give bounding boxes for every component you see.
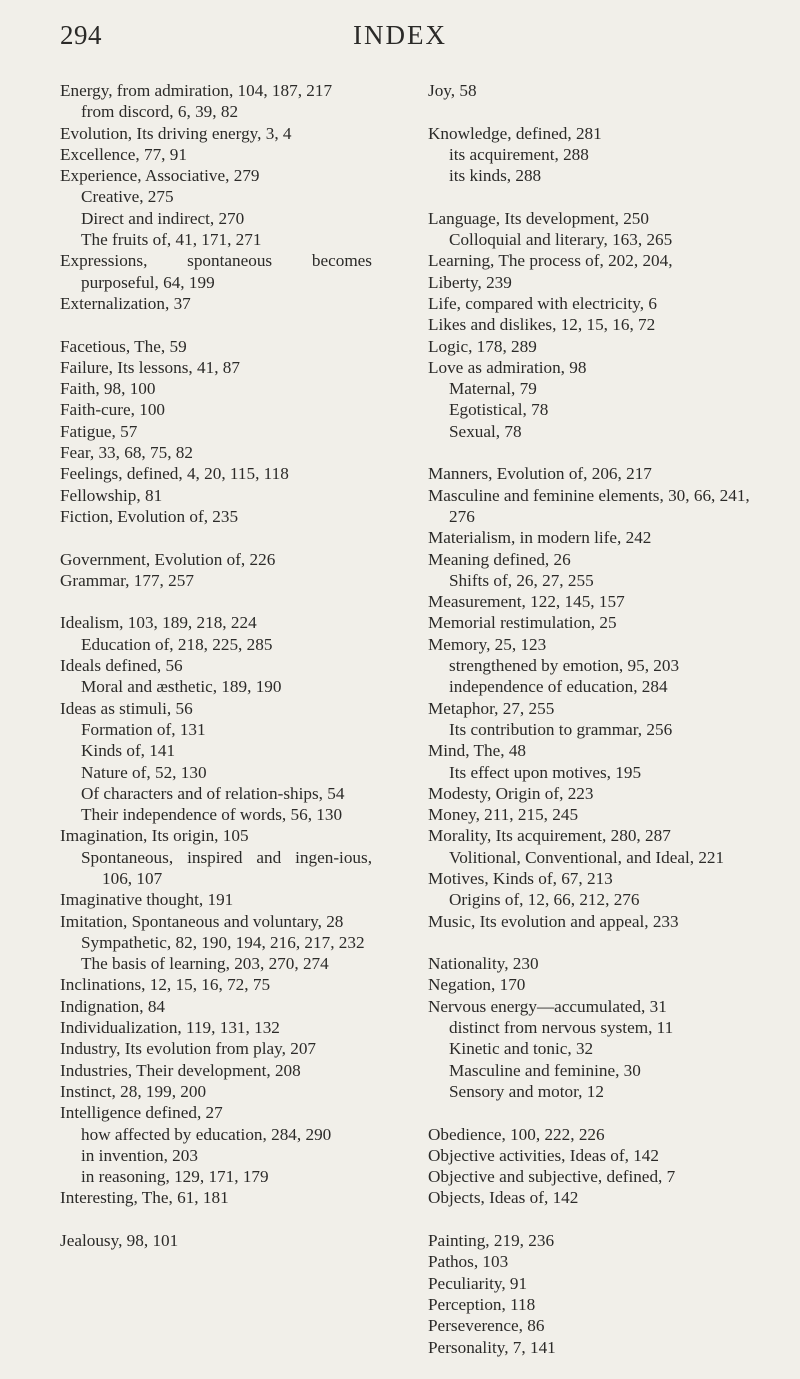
page-title: INDEX: [353, 20, 447, 50]
index-entry: Memory, 25, 123: [428, 634, 547, 654]
index-entry: Modesty, Origin of, 223: [428, 783, 594, 803]
index-entry: Fatigue, 57: [60, 421, 138, 441]
index-entry: Energy, from admiration, 104, 187, 217: [60, 81, 333, 100]
index-subentry: in invention, 203: [81, 1145, 198, 1165]
index-entry: Feelings, defined, 4, 20, 115, 118: [60, 464, 289, 484]
index-entry: Fiction, Evolution of, 235: [60, 506, 239, 526]
index-entry: Faith-cure, 100: [60, 400, 166, 420]
index-subentry: Direct and indirect, 270: [81, 208, 245, 228]
index-entry: Love as admiration, 98: [428, 357, 587, 377]
page-header: [0, 20, 800, 60]
index-entry: Obedience, 100, 222, 226: [428, 1124, 605, 1144]
index-entry: Materialism, in modern life, 242: [428, 528, 652, 548]
index-subentry: Sensory and motor, 12: [449, 1081, 604, 1101]
index-entry: Grammar, 177, 257: [60, 570, 194, 590]
index-subentry: The basis of learning, 203, 270, 274: [81, 954, 329, 974]
index-entry: Facetious, The, 59: [60, 336, 187, 356]
index-entry: Expressions, spontaneous becomes purposeful, 64, 199: [60, 251, 372, 292]
index-entry: Morality, Its acquirement, 280, 287: [428, 826, 671, 846]
index-entry: Mind, The, 48: [428, 741, 527, 761]
index-entry: Painting, 219, 236: [428, 1231, 555, 1251]
index-subentry: how affected by education, 284, 290: [81, 1124, 332, 1144]
index-entry: Life, compared with electricity, 6: [428, 293, 657, 313]
index-entry: Joy, 58: [428, 81, 477, 100]
index-entry: Fear, 33, 68, 75, 82: [60, 443, 193, 463]
index-group: [60, 80, 372, 314]
right-index-column: [428, 80, 758, 1379]
index-entry: Objective activities, Ideas of, 142: [428, 1145, 659, 1165]
index-entry: Likes and dislikes, 12, 15, 16, 72: [428, 315, 656, 335]
index-entry: Perseverence, 86: [428, 1316, 545, 1336]
index-entry: Knowledge, defined, 281: [428, 123, 602, 143]
index-entry: Imaginative thought, 191: [60, 890, 234, 910]
index-entry: Nationality, 230: [428, 954, 539, 974]
index-entry: Measurement, 122, 145, 157: [428, 592, 625, 612]
index-entry: Idealism, 103, 189, 218, 224: [60, 613, 257, 633]
index-entry: Money, 211, 215, 245: [428, 805, 579, 825]
index-entry: Jealousy, 98, 101: [60, 1231, 179, 1251]
index-group: [428, 123, 758, 187]
index-subentry: Volitional, Conventional, and Ideal, 221: [449, 847, 725, 867]
left-index-column: [60, 80, 372, 1273]
index-entry: Learning, The process of, 202, 204,: [428, 251, 673, 271]
index-entry: Masculine and feminine elements, 30, 66, 241, 276: [428, 485, 750, 526]
index-entry: Objective and subjective, defined, 7: [428, 1167, 676, 1187]
index-subentry: Masculine and feminine, 30: [449, 1060, 641, 1080]
index-group: [428, 953, 758, 1102]
index-entry: Intelligence defined, 27: [60, 1103, 223, 1123]
index-group: [428, 463, 758, 932]
index-group: [60, 336, 372, 528]
index-subentry: Its effect upon motives, 195: [449, 762, 642, 782]
index-entry: Personality, 7, 141: [428, 1337, 556, 1357]
index-entry: Government, Evolution of, 226: [60, 549, 276, 569]
index-subentry: Their independence of words, 56, 130: [81, 805, 343, 825]
index-entry: Externalization, 37: [60, 293, 191, 313]
index-group: [428, 1230, 758, 1358]
index-entry: Failure, Its lessons, 41, 87: [60, 357, 240, 377]
index-subentry: Kinetic and tonic, 32: [449, 1039, 594, 1059]
index-subentry: Nature of, 52, 130: [81, 762, 207, 782]
index-entry: Negation, 170: [428, 975, 526, 995]
index-entry: Fellowship, 81: [60, 485, 163, 505]
index-entry: Individualization, 119, 131, 132: [60, 1018, 280, 1038]
page-number: 294: [60, 20, 102, 50]
index-entry: Manners, Evolution of, 206, 217: [428, 464, 652, 484]
index-subentry: distinct from nervous system, 11: [449, 1018, 674, 1038]
index-entry: Ideas as stimuli, 56: [60, 698, 193, 718]
index-entry: Nervous energy—accumulated, 31: [428, 996, 667, 1016]
index-entry: Instinct, 28, 199, 200: [60, 1081, 207, 1101]
index-entry: Peculiarity, 91: [428, 1273, 528, 1293]
index-subentry: in reasoning, 129, 171, 179: [81, 1167, 269, 1187]
index-group: [60, 612, 372, 1208]
index-group: [428, 1124, 758, 1209]
index-entry: Pathos, 103: [428, 1252, 509, 1272]
index-group: [60, 1230, 372, 1251]
index-entry: Excellence, 77, 91: [60, 144, 187, 164]
index-entry: Industries, Their development, 208: [60, 1060, 301, 1080]
index-entry: Experience, Associative, 279: [60, 166, 260, 186]
index-entry: Metaphor, 27, 255: [428, 698, 555, 718]
index-entry: Ideals defined, 56: [60, 656, 183, 676]
index-subentry: Moral and æsthetic, 189, 190: [81, 677, 282, 697]
index-entry: Liberty, 239: [428, 272, 512, 292]
index-entry: Imitation, Spontaneous and voluntary, 28: [60, 911, 344, 931]
index-entry: Imagination, Its origin, 105: [60, 826, 249, 846]
index-subentry: Its contribution to grammar, 256: [449, 719, 673, 739]
index-subentry: its acquirement, 288: [449, 144, 589, 164]
index-group: [428, 80, 758, 101]
index-subentry: from discord, 6, 39, 82: [81, 102, 239, 122]
index-subentry: Colloquial and literary, 163, 265: [449, 230, 673, 250]
index-entry: Objects, Ideas of, 142: [428, 1188, 579, 1208]
index-entry: Interesting, The, 61, 181: [60, 1188, 229, 1208]
index-subentry: Sexual, 78: [449, 421, 522, 441]
index-subentry: Shifts of, 26, 27, 255: [449, 570, 594, 590]
index-subentry: Sympathetic, 82, 190, 194, 216, 217, 232: [81, 932, 365, 952]
index-subentry: its kinds, 288: [449, 166, 542, 186]
index-subentry: Origins of, 12, 66, 212, 276: [449, 890, 640, 910]
index-group: [60, 549, 372, 592]
index-entry: Inclinations, 12, 15, 16, 72, 75: [60, 975, 271, 995]
index-subentry: Maternal, 79: [449, 379, 537, 399]
index-entry: Indignation, 84: [60, 996, 166, 1016]
index-subentry: The fruits of, 41, 171, 271: [81, 230, 262, 250]
index-entry: Industry, Its evolution from play, 207: [60, 1039, 317, 1059]
index-entry: Logic, 178, 289: [428, 336, 537, 356]
index-subentry: Kinds of, 141: [81, 741, 176, 761]
index-entry: Perception, 118: [428, 1294, 536, 1314]
index-group: [428, 208, 758, 442]
index-subentry: Education of, 218, 225, 285: [81, 634, 273, 654]
index-entry: Evolution, Its driving energy, 3, 4: [60, 123, 292, 143]
index-subentry: Egotistical, 78: [449, 400, 549, 420]
index-subentry: Spontaneous, inspired and ingen-ious, 106, 107: [81, 847, 372, 888]
index-entry: Faith, 98, 100: [60, 379, 156, 399]
index-subentry: strengthened by emotion, 95, 203: [449, 656, 680, 676]
index-subentry: Of characters and of relation-ships, 54: [81, 783, 345, 803]
index-subentry: Creative, 275: [81, 187, 174, 207]
index-subentry: independence of education, 284: [449, 677, 668, 697]
index-entry: Music, Its evolution and appeal, 233: [428, 911, 679, 931]
index-entry: Motives, Kinds of, 67, 213: [428, 868, 613, 888]
index-entry: Memorial restimulation, 25: [428, 613, 617, 633]
index-subentry: Formation of, 131: [81, 719, 206, 739]
index-entry: Meaning defined, 26: [428, 549, 571, 569]
index-entry: Language, Its development, 250: [428, 208, 649, 228]
